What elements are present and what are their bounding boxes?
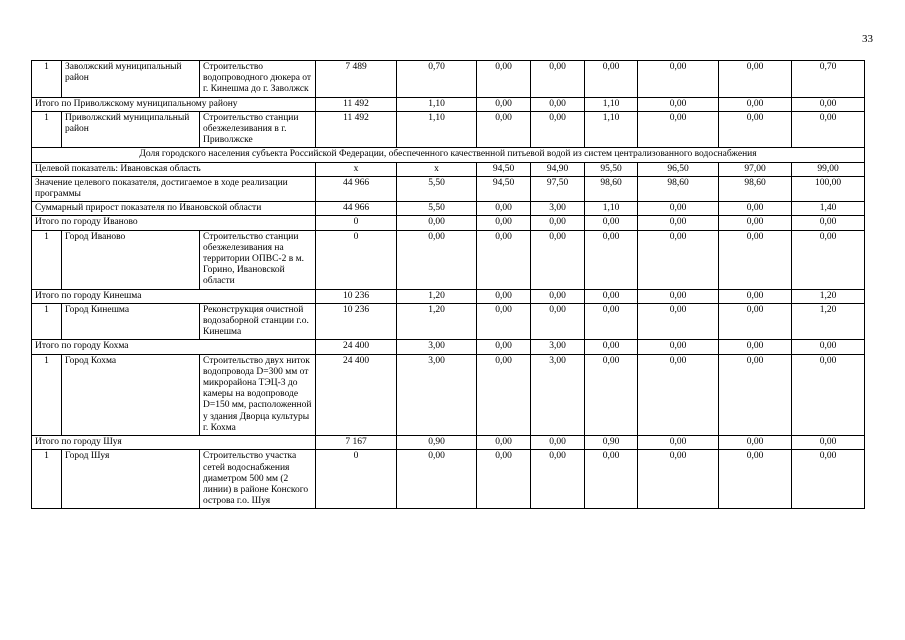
table-row [32, 61, 865, 98]
value-cell: 7 489 [316, 61, 397, 98]
value-cell: 0,00 [477, 436, 531, 450]
value-cell: 11 492 [316, 111, 397, 148]
value-cell: 1,20 [397, 289, 477, 303]
value-cell: 1,20 [792, 303, 865, 340]
value-cell: 0,00 [638, 61, 719, 98]
value-cell: 3,00 [531, 354, 585, 435]
value-cell: 0,00 [585, 289, 638, 303]
value-cell: 0 [316, 450, 397, 509]
value-cell: 0,00 [719, 450, 792, 509]
value-cell: 1,20 [397, 303, 477, 340]
row-number: 1 [32, 230, 62, 289]
value-cell: 0,00 [719, 216, 792, 230]
value-cell: 96,50 [638, 162, 719, 176]
value-cell: 0,00 [477, 216, 531, 230]
section-header: Доля городского населения субъекта Российской Федерации, обеспеченного качественной питьевой водой из систем централизованного водоснабжения [32, 148, 865, 162]
value-cell: 0,00 [792, 111, 865, 148]
value-cell: 24 400 [316, 340, 397, 354]
value-cell: 0,00 [638, 450, 719, 509]
value-cell: 1,10 [397, 111, 477, 148]
total-row [32, 340, 865, 354]
total-row [32, 162, 865, 176]
value-cell: 0,90 [585, 436, 638, 450]
total-label: Целевой показатель: Ивановская область [32, 162, 316, 176]
table-row [32, 230, 865, 289]
value-cell: 0 [316, 216, 397, 230]
value-cell: 1,10 [397, 97, 477, 111]
total-label: Итого по городу Кинешма [32, 289, 316, 303]
value-cell: 94,90 [531, 162, 585, 176]
value-cell: 3,00 [531, 340, 585, 354]
value-cell: 0,00 [477, 289, 531, 303]
municipality-name: Приволжский муниципальный район [62, 111, 200, 148]
value-cell: 0,00 [638, 230, 719, 289]
value-cell: 0,00 [638, 289, 719, 303]
value-cell: 0,00 [719, 303, 792, 340]
value-cell: 10 236 [316, 303, 397, 340]
value-cell: 0,00 [792, 97, 865, 111]
table-row [32, 354, 865, 435]
value-cell: 0,00 [477, 202, 531, 216]
value-cell: 0,00 [585, 450, 638, 509]
value-cell: 0,00 [638, 111, 719, 148]
value-cell: 0,00 [719, 230, 792, 289]
value-cell: 0,00 [397, 450, 477, 509]
value-cell: 0,00 [792, 340, 865, 354]
table-row [32, 450, 865, 509]
project-description: Реконструкция очистной водозаборной станции г.о. Кинешма [200, 303, 316, 340]
row-number: 1 [32, 450, 62, 509]
value-cell: 0,00 [531, 230, 585, 289]
row-number: 1 [32, 111, 62, 148]
value-cell: 10 236 [316, 289, 397, 303]
value-cell: 0,00 [719, 354, 792, 435]
page-number: 33 [862, 33, 873, 45]
value-cell: 44 966 [316, 176, 397, 201]
value-cell: 0,00 [792, 354, 865, 435]
value-cell: 7 167 [316, 436, 397, 450]
total-label: Суммарный прирост показателя по Ивановской области [32, 202, 316, 216]
table-row [32, 111, 865, 148]
total-row [32, 97, 865, 111]
value-cell: 0,00 [719, 340, 792, 354]
value-cell: 1,20 [792, 289, 865, 303]
value-cell: x [397, 162, 477, 176]
value-cell: 5,50 [397, 202, 477, 216]
total-row [32, 289, 865, 303]
value-cell: 1,10 [585, 97, 638, 111]
value-cell: 0,00 [719, 97, 792, 111]
value-cell: 0,00 [719, 61, 792, 98]
value-cell: 99,00 [792, 162, 865, 176]
value-cell: 3,00 [397, 340, 477, 354]
value-cell: 0,00 [638, 202, 719, 216]
value-cell: 1,40 [792, 202, 865, 216]
value-cell: 0,00 [638, 97, 719, 111]
value-cell: 0,00 [531, 436, 585, 450]
value-cell: 0,00 [531, 303, 585, 340]
value-cell: 0,00 [477, 230, 531, 289]
value-cell: x [316, 162, 397, 176]
value-cell: 0,00 [477, 303, 531, 340]
value-cell: 0,00 [585, 303, 638, 340]
value-cell: 0,00 [397, 230, 477, 289]
value-cell: 11 492 [316, 97, 397, 111]
value-cell: 0,00 [477, 97, 531, 111]
value-cell: 1,10 [585, 111, 638, 148]
value-cell: 0,00 [719, 111, 792, 148]
value-cell: 97,00 [719, 162, 792, 176]
section-header-row [32, 148, 865, 162]
value-cell: 0,00 [638, 216, 719, 230]
value-cell: 0,00 [477, 61, 531, 98]
value-cell: 0,00 [792, 230, 865, 289]
municipality-name: Заволжский муниципальный район [62, 61, 200, 98]
value-cell: 0,00 [531, 216, 585, 230]
municipality-name: Город Кохма [62, 354, 200, 435]
value-cell: 1,10 [585, 202, 638, 216]
value-cell: 94,50 [477, 162, 531, 176]
value-cell: 0,00 [719, 202, 792, 216]
value-cell: 0,00 [792, 450, 865, 509]
value-cell: 0,00 [531, 97, 585, 111]
value-cell: 0,00 [585, 340, 638, 354]
value-cell: 0,00 [792, 216, 865, 230]
municipality-name: Город Кинешма [62, 303, 200, 340]
value-cell: 98,60 [719, 176, 792, 201]
row-number: 1 [32, 303, 62, 340]
total-row [32, 202, 865, 216]
value-cell: 0,00 [477, 450, 531, 509]
value-cell: 0,00 [585, 61, 638, 98]
table-row [32, 303, 865, 340]
value-cell: 3,00 [531, 202, 585, 216]
total-row [32, 216, 865, 230]
value-cell: 98,60 [638, 176, 719, 201]
project-description: Строительство участка сетей водоснабжения диаметром 500 мм (2 линии) в районе Конского острова г.о. Шуя [200, 450, 316, 509]
value-cell: 0,00 [638, 436, 719, 450]
value-cell: 0,00 [531, 111, 585, 148]
value-cell: 0,00 [792, 436, 865, 450]
value-cell: 94,50 [477, 176, 531, 201]
total-label: Итого по Приволжскому муниципальному району [32, 97, 316, 111]
value-cell: 0,70 [792, 61, 865, 98]
program-table [31, 60, 865, 509]
value-cell: 0,00 [719, 289, 792, 303]
value-cell: 0,00 [531, 61, 585, 98]
value-cell: 97,50 [531, 176, 585, 201]
value-cell: 0,70 [397, 61, 477, 98]
total-label: Итого по городу Иваново [32, 216, 316, 230]
value-cell: 0,00 [585, 230, 638, 289]
value-cell: 98,60 [585, 176, 638, 201]
value-cell: 0,90 [397, 436, 477, 450]
project-description: Строительство станции обезжелезивания в г. Приволжске [200, 111, 316, 148]
row-number: 1 [32, 61, 62, 98]
value-cell: 0,00 [719, 436, 792, 450]
value-cell: 0,00 [397, 216, 477, 230]
value-cell: 0,00 [531, 450, 585, 509]
value-cell: 0,00 [477, 111, 531, 148]
municipality-name: Город Иваново [62, 230, 200, 289]
value-cell: 0,00 [638, 354, 719, 435]
value-cell: 0,00 [531, 289, 585, 303]
total-label: Итого по городу Шуя [32, 436, 316, 450]
value-cell: 100,00 [792, 176, 865, 201]
value-cell: 24 400 [316, 354, 397, 435]
value-cell: 0,00 [585, 354, 638, 435]
total-label: Значение целевого показателя, достигаемое в ходе реализации программы [32, 176, 316, 201]
project-description: Строительство двух ниток водопровода D=300 мм от микрорайона ТЭЦ-3 до камеры на водопроводе D=150 мм, расположенной у здания Дворца культуры г. Кохма [200, 354, 316, 435]
municipality-name: Город Шуя [62, 450, 200, 509]
value-cell: 95,50 [585, 162, 638, 176]
row-number: 1 [32, 354, 62, 435]
value-cell: 0 [316, 230, 397, 289]
value-cell: 0,00 [585, 216, 638, 230]
project-description: Строительство водопроводного дюкера от г. Кинешма до г. Заволжск [200, 61, 316, 98]
value-cell: 0,00 [477, 354, 531, 435]
value-cell: 44 966 [316, 202, 397, 216]
value-cell: 0,00 [638, 340, 719, 354]
value-cell: 0,00 [638, 303, 719, 340]
total-label: Итого по городу Кохма [32, 340, 316, 354]
total-row [32, 176, 865, 201]
value-cell: 5,50 [397, 176, 477, 201]
value-cell: 0,00 [477, 340, 531, 354]
value-cell: 3,00 [397, 354, 477, 435]
total-row [32, 436, 865, 450]
project-description: Строительство станции обезжелезивания на территории ОПВС-2 в м. Горино, Ивановской области [200, 230, 316, 289]
